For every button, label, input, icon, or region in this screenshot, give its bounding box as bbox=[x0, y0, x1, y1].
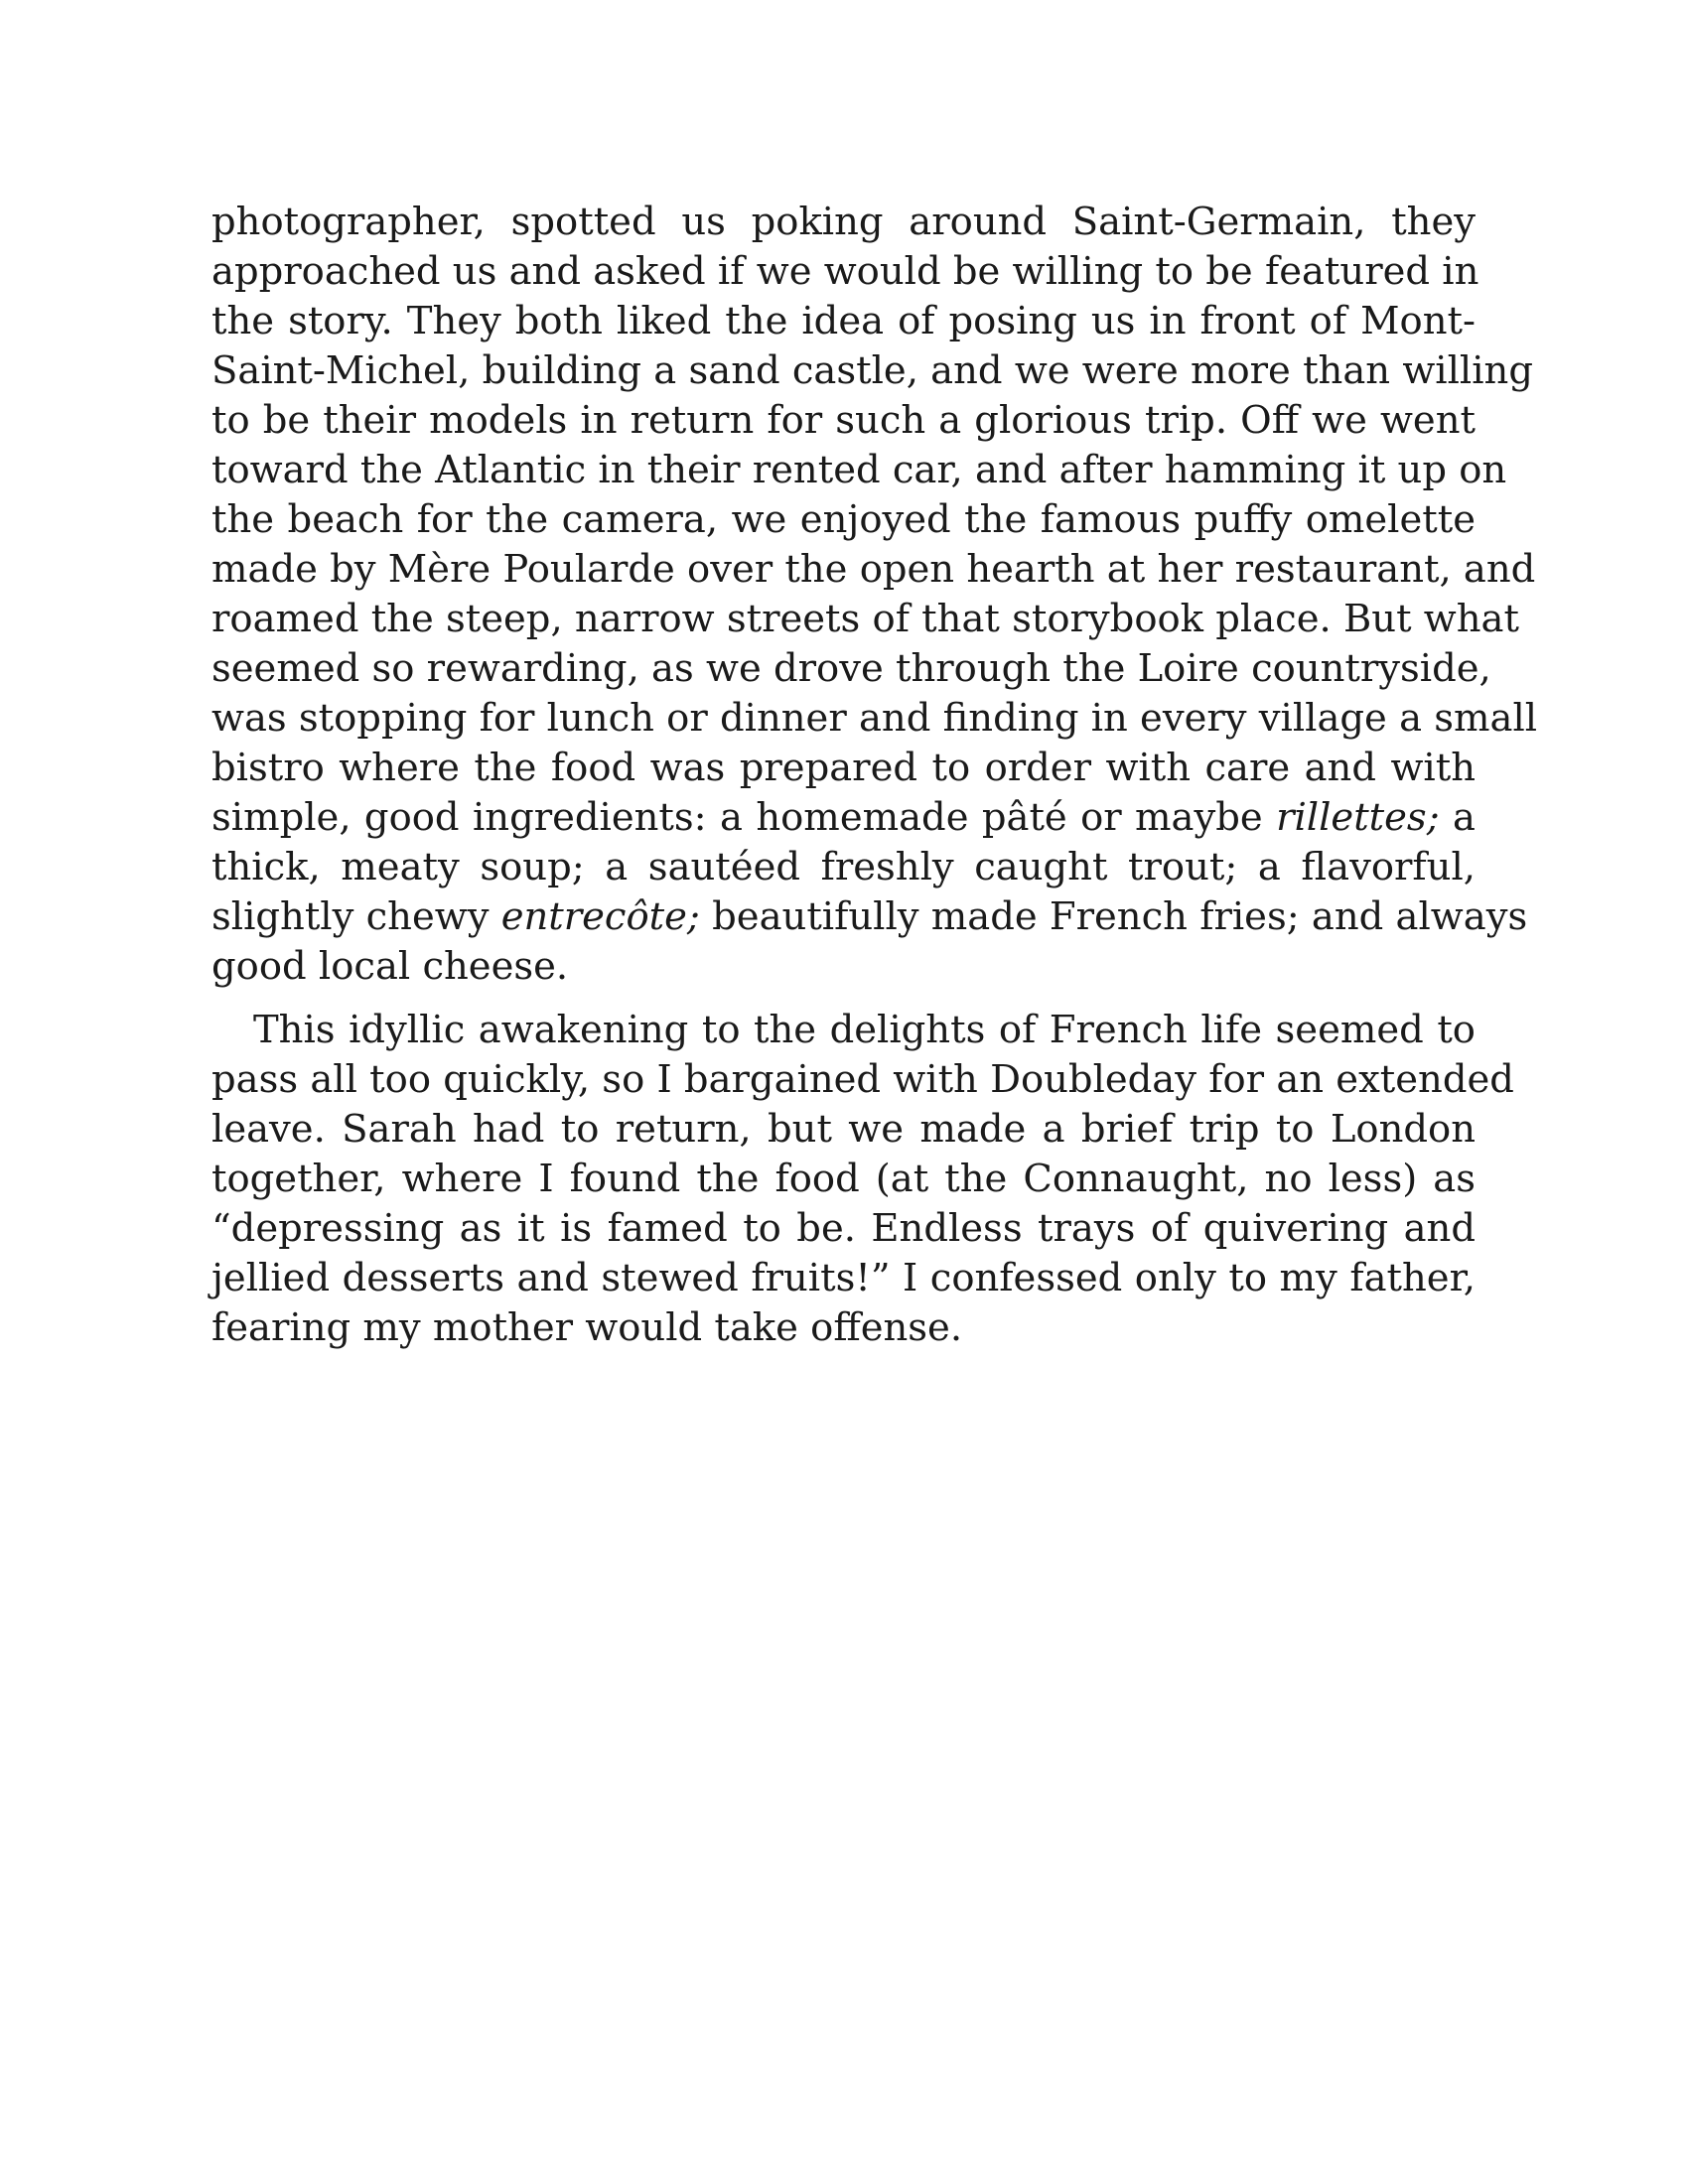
text-line bbox=[211, 1303, 1476, 1353]
text-run: approached us and asked if we would be willing to be featured in bbox=[211, 249, 1479, 294]
text-line bbox=[211, 744, 1476, 793]
text-line bbox=[211, 843, 1476, 892]
text-line bbox=[211, 942, 1476, 992]
text-run: jellied desserts and stewed fruits!” I confessed only to my father, bbox=[211, 1256, 1476, 1300]
text-run: made by Mère Poularde over the open hearth at her restaurant, and bbox=[211, 547, 1536, 592]
text-run: good local cheese. bbox=[211, 944, 569, 989]
text-run: beautifully made French fries; and always bbox=[699, 894, 1528, 939]
page-body bbox=[211, 198, 1538, 1353]
italic-text: entrecôte; bbox=[500, 894, 700, 939]
text-run: toward the Atlantic in their rented car, and after hamming it up on bbox=[211, 448, 1507, 492]
text-run: “depressing as it is famed to be. Endless trays of quivering and bbox=[211, 1206, 1476, 1251]
text-line bbox=[211, 396, 1476, 446]
text-line bbox=[211, 1055, 1514, 1105]
text-line bbox=[211, 545, 1536, 595]
text-run: leave. Sarah had to return, but we made a brief trip to London bbox=[211, 1107, 1476, 1152]
text-line bbox=[211, 595, 1519, 644]
text-line bbox=[211, 346, 1533, 396]
text-run: was stopping for lunch or dinner and finding in every village a small bbox=[211, 696, 1538, 741]
text-line bbox=[211, 694, 1538, 744]
text-run: simple, good ingredients: a homemade pâté or maybe bbox=[211, 795, 1277, 840]
text-run: pass all too quickly, so I bargained with Doubleday for an extended bbox=[211, 1057, 1514, 1102]
italic-text: rillettes; bbox=[1276, 795, 1440, 840]
text-line bbox=[211, 446, 1507, 495]
text-line bbox=[211, 1155, 1476, 1204]
body-paragraph bbox=[211, 198, 1538, 992]
body-paragraph bbox=[211, 1006, 1514, 1353]
text-run: slightly chewy bbox=[211, 894, 501, 939]
text-run: photographer, spotted us poking around Saint-Germain, they bbox=[211, 200, 1476, 244]
text-line bbox=[211, 793, 1476, 843]
text-line bbox=[211, 198, 1476, 247]
text-line bbox=[211, 1105, 1476, 1155]
text-line bbox=[211, 1254, 1476, 1303]
text-run: a bbox=[1439, 795, 1476, 840]
text-run: Saint-Michel, building a sand castle, and we were more than willing bbox=[211, 348, 1533, 393]
text-line bbox=[211, 1006, 1476, 1055]
text-run: bistro where the food was prepared to order with care and with bbox=[211, 746, 1476, 790]
text-run: thick, meaty soup; a sautéed freshly caught trout; a flavorful, bbox=[211, 845, 1476, 889]
text-line bbox=[211, 247, 1479, 297]
text-line bbox=[211, 495, 1476, 545]
text-run: fearing my mother would take offense. bbox=[211, 1305, 963, 1350]
text-line bbox=[211, 644, 1491, 694]
text-line bbox=[211, 297, 1476, 346]
text-run: together, where I found the food (at the Connaught, no less) as bbox=[211, 1157, 1476, 1201]
text-run: to be their models in return for such a glorious trip. Off we went bbox=[211, 398, 1476, 443]
text-line bbox=[211, 892, 1528, 942]
text-line bbox=[211, 1204, 1476, 1254]
text-run: This idyllic awakening to the delights of French life seemed to bbox=[253, 1008, 1476, 1052]
text-run: the story. They both liked the idea of posing us in front of Mont- bbox=[211, 299, 1476, 343]
text-run: roamed the steep, narrow streets of that storybook place. But what bbox=[211, 597, 1519, 641]
text-run: the beach for the camera, we enjoyed the famous puffy omelette bbox=[211, 497, 1476, 542]
text-run: seemed so rewarding, as we drove through the Loire countryside, bbox=[211, 646, 1491, 691]
